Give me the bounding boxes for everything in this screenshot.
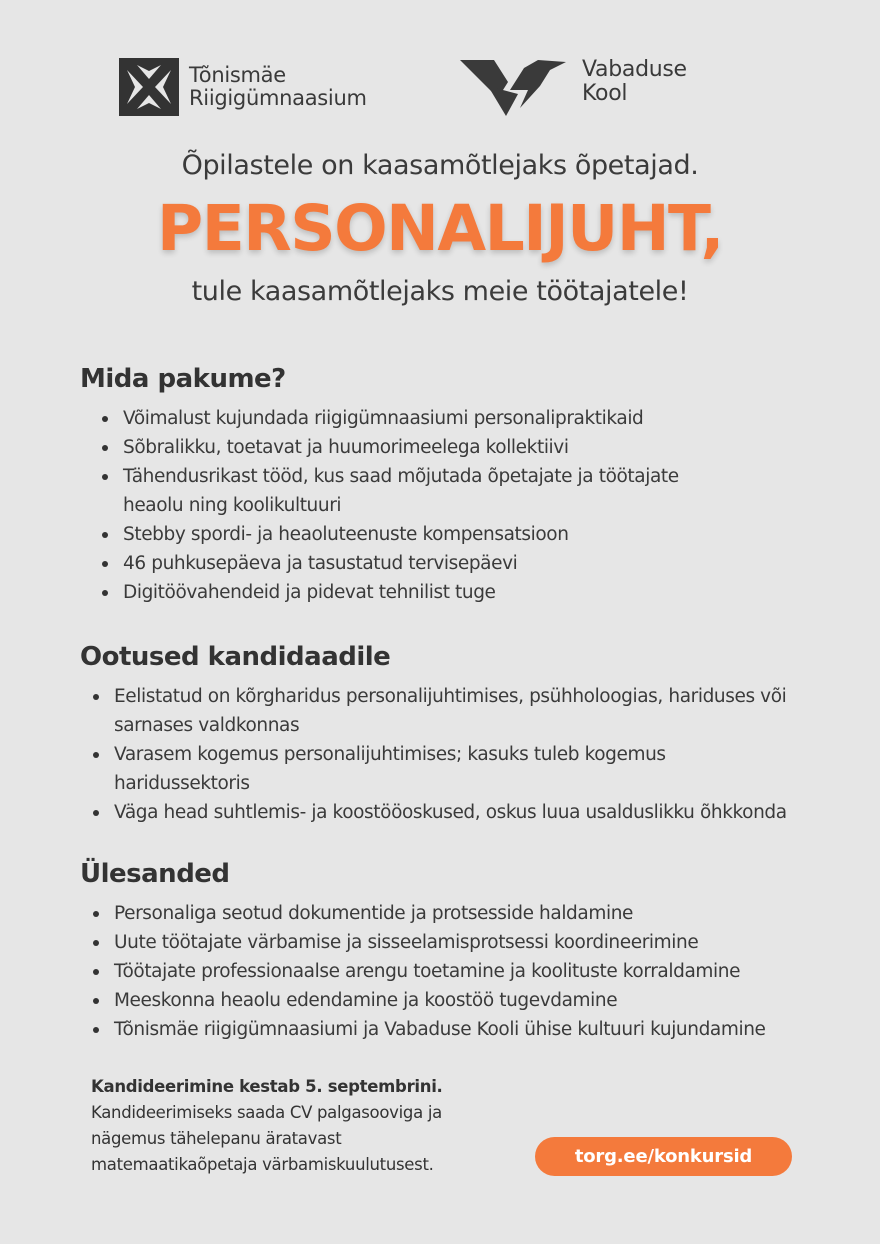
vabadus-logo-line1: Vabaduse (582, 57, 687, 82)
tasks-title: Ülesanded (80, 859, 230, 889)
application-deadline: Kandideerimine kestab 5. septembrini. (91, 1077, 443, 1096)
list-item: Personaliga seotud dokumentide ja protsesside haldamine (80, 899, 820, 928)
list-item: Sõbralikku, toetavat ja huumorimeelega kollektiivi (80, 433, 820, 462)
application-info (91, 1074, 511, 1178)
expectations-list (80, 682, 820, 827)
headline: PERSONALIJUHT, (157, 192, 723, 265)
list-item: Tõnismäe riigigümnaasiumi ja Vabaduse Kooli ühise kultuuri kujundamine (80, 1015, 820, 1044)
vabadus-logo (458, 56, 687, 116)
tonismae-logo-line2: Riigigümnaasium (189, 86, 367, 110)
list-item: Varasem kogemus personalijuhtimises; kasuks tuleb kogemus haridussektoris (80, 740, 820, 798)
offer-list (80, 404, 820, 607)
list-item: Eelistatud on kõrgharidus personalijuhtimises, psühholoogias, hariduses või sarnases valdkonnas (80, 682, 820, 740)
expectations-section (80, 642, 820, 827)
list-item: Tähendusrikast tööd, kus saad mõjutada õpetajate ja töötajate heaolu ning koolikultuuri (80, 462, 820, 520)
tagline-bottom: tule kaasamõtlejaks meie töötajatele! (191, 276, 689, 307)
tagline-top: Õpilastele on kaasamõtlejaks õpetajad. (181, 150, 699, 181)
offer-section (80, 364, 820, 607)
tonismae-logo-line1: Tõnismäe (189, 63, 286, 87)
list-item: Meeskonna heaolu edendamine ja koostöö tugevdamine (80, 986, 820, 1015)
list-item: Uute töötajate värbamise ja sisseelamisprotsessi koordineerimine (80, 928, 820, 957)
tasks-list (80, 899, 820, 1044)
tonismae-logo (119, 58, 367, 116)
konkursid-link-button[interactable]: torg.ee/konkursid (535, 1137, 792, 1176)
list-item: Stebby spordi- ja heaoluteenuste kompensatsioon (80, 520, 820, 549)
list-item: Võimalust kujundada riigigümnaasiumi personalipraktikaid (80, 404, 820, 433)
vabadus-logo-line2: Kool (582, 81, 628, 106)
tonismae-emblem-icon (119, 58, 179, 116)
tasks-section (80, 859, 820, 1044)
list-item: Väga head suhtlemis- ja koostööoskused, oskus luua usalduslikku õhkkonda (80, 798, 840, 827)
expectations-title: Ootused kandidaadile (80, 642, 391, 672)
list-item: 46 puhkusepäeva ja tasustatud tervisepäevi (80, 549, 820, 578)
application-instructions: Kandideerimiseks saada CV palgasooviga ja nägemus tähelepanu äratavast matemaatikaõpetaja värbamiskuulutusest. (91, 1103, 442, 1174)
list-item: Töötajate professionaalse arengu toetamine ja koolituste korraldamine (80, 957, 820, 986)
offer-title: Mida pakume? (80, 364, 286, 394)
vabadus-bird-icon (458, 56, 568, 116)
list-item: Digitöövahendeid ja pidevat tehnilist tuge (80, 578, 820, 607)
